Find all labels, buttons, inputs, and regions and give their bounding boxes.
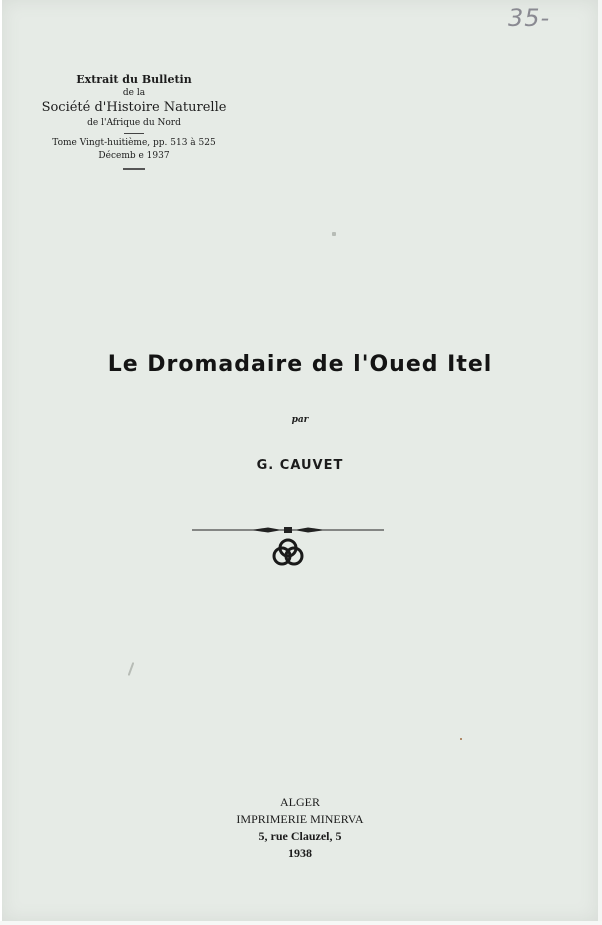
header-divider-bottom: [123, 168, 145, 170]
header-line-tome: Tome Vingt-huitième, pp. 513 à 525: [52, 138, 216, 148]
header-divider: [124, 133, 144, 134]
paper-speck: [332, 232, 336, 236]
imprint-printer: IMPRIMERIE MINERVA: [236, 812, 364, 826]
imprint-footer: [2, 794, 598, 862]
author-name: G. CAUVET: [256, 458, 344, 473]
pencil-page-number: 35-: [508, 4, 551, 32]
header-line-date: Décemb e 1937: [98, 151, 170, 161]
paper-speck: [460, 738, 462, 740]
imprint-city: ALGER: [280, 795, 320, 809]
page-edge-bottom: [0, 921, 602, 925]
imprint-address: 5, rue Clauzel, 5: [258, 829, 342, 843]
ornament-knot-icon: [190, 520, 386, 572]
document-page: [2, 0, 598, 921]
header-line-afrique: de l'Afrique du Nord: [87, 118, 181, 128]
document-title: Le Dromadaire de l'Oued Itel: [107, 352, 493, 377]
header-line-extrait: Extrait du Bulletin: [76, 73, 192, 86]
page-edge-right: [598, 0, 602, 925]
header-line-societe: Société d'Histoire Naturelle: [41, 100, 227, 115]
header-line-de-la: de la: [122, 88, 146, 98]
byline-par: par: [291, 415, 309, 425]
imprint-year: 1938: [288, 846, 312, 860]
paper-speck: [128, 662, 135, 676]
offprint-header: [32, 72, 236, 170]
